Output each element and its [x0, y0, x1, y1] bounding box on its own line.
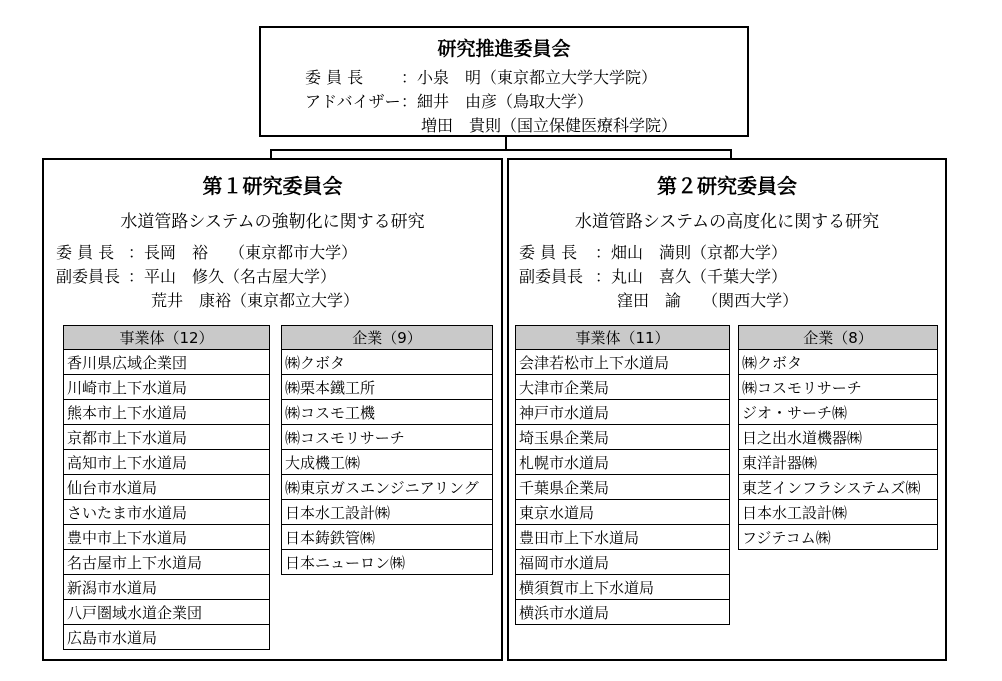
connector-top-stem — [505, 136, 507, 150]
table-row — [516, 450, 730, 475]
colon: ： — [595, 243, 612, 262]
member-name: 日本水工設計㈱ — [282, 500, 493, 525]
committee1-companies-table — [281, 325, 493, 575]
table-row — [739, 425, 938, 450]
top-advisor-1: 細井 由彦（鳥取大学） — [417, 92, 594, 111]
table-row — [739, 525, 938, 550]
table-row — [516, 525, 730, 550]
committee2-chair-row — [519, 240, 787, 263]
table-row — [282, 550, 493, 575]
member-name: 広島市水道局 — [64, 625, 270, 650]
member-name: 東京水道局 — [516, 500, 730, 525]
member-name: 大成機工㈱ — [282, 450, 493, 475]
committee1-vice-1: 平山 修久（名古屋大学） — [144, 267, 337, 286]
member-name: 大津市企業局 — [516, 375, 730, 400]
connector-horizontal — [270, 149, 732, 151]
member-name: フジテコム㈱ — [739, 525, 938, 550]
member-name: ジオ・サーチ㈱ — [739, 400, 938, 425]
member-name: 高知市上下水道局 — [64, 450, 270, 475]
table-row — [282, 350, 493, 375]
top-colon: ： — [401, 92, 418, 111]
member-name: ㈱コスモリサーチ — [282, 425, 493, 450]
committee1-vice-row-2 — [151, 288, 359, 311]
committee1-box — [42, 158, 503, 661]
top-chair-name: 小泉 明（東京都立大学大学院） — [417, 68, 658, 87]
table-row — [739, 450, 938, 475]
committee1-vice-label: 副委員長 — [56, 267, 121, 286]
member-name: 日之出水道機器㈱ — [739, 425, 938, 450]
member-name: 東芝インフラシステムズ㈱ — [739, 475, 938, 500]
member-name: ㈱クボタ — [282, 350, 493, 375]
table-row — [739, 400, 938, 425]
committee2-utilities-header: 事業体（11） — [516, 326, 730, 350]
research-promotion-committee-box — [259, 26, 749, 137]
committee1-title: 第１研究委員会 — [202, 174, 343, 198]
member-name: 豊田市上下水道局 — [516, 525, 730, 550]
committee1-utilities-table — [63, 325, 270, 650]
committee1-chair-label: 委 員 長 — [56, 243, 115, 262]
table-row — [282, 400, 493, 425]
member-name: ㈱クボタ — [739, 350, 938, 375]
member-name: ㈱東京ガスエンジニアリング — [282, 475, 493, 500]
committee1-vice-row — [56, 264, 336, 287]
table-row — [516, 550, 730, 575]
committee1-vice-2: 荒井 康裕（東京都立大学） — [151, 291, 360, 310]
table-row — [739, 375, 938, 400]
table-row — [516, 350, 730, 375]
member-name: 京都市上下水道局 — [64, 425, 270, 450]
top-advisor-row-2 — [421, 113, 677, 136]
table-row — [64, 600, 270, 625]
table-row — [516, 575, 730, 600]
member-name: 日本水工設計㈱ — [739, 500, 938, 525]
committee2-companies-table — [738, 325, 938, 550]
committee2-vice-row-2 — [617, 288, 798, 311]
member-name: 横浜市水道局 — [516, 600, 730, 625]
committee2-chair-label: 委 員 長 — [519, 243, 578, 262]
table-row — [64, 375, 270, 400]
table-row — [64, 500, 270, 525]
table-row — [516, 500, 730, 525]
top-advisor-label: アドバイザー — [305, 92, 401, 111]
committee2-vice-1: 丸山 喜久（千葉大学） — [611, 267, 788, 286]
member-name: 仙台市水道局 — [64, 475, 270, 500]
member-name: 八戸圏域水道企業団 — [64, 600, 270, 625]
top-advisor-2: 増田 貴則（国立保健医療科学院） — [421, 116, 678, 135]
committee1-subtitle: 水道管路システムの強靭化に関する研究 — [120, 212, 425, 232]
top-colon: ： — [401, 68, 418, 87]
member-name: ㈱コスモ工機 — [282, 400, 493, 425]
colon: ： — [128, 267, 145, 286]
member-name: 豊中市上下水道局 — [64, 525, 270, 550]
committee2-vice-label: 副委員長 — [519, 267, 584, 286]
table-row — [282, 375, 493, 400]
committee2-chair-name: 畑山 満則（京都大学） — [611, 243, 788, 262]
table-row — [516, 600, 730, 625]
committee1-utilities-header: 事業体（12） — [64, 326, 270, 350]
member-name: 名古屋市上下水道局 — [64, 550, 270, 575]
committee2-vice-2: 窪田 諭 （関西大学） — [617, 291, 799, 310]
member-name: 熊本市上下水道局 — [64, 400, 270, 425]
table-row — [282, 475, 493, 500]
committee1-chair-name: 長岡 裕 （東京都市大学） — [144, 243, 358, 262]
table-row — [64, 450, 270, 475]
top-chair-row — [305, 65, 657, 88]
committee2-subtitle: 水道管路システムの高度化に関する研究 — [574, 212, 880, 232]
member-name: 日本ニューロン㈱ — [282, 550, 493, 575]
committee2-vice-row — [519, 264, 787, 287]
table-row — [64, 550, 270, 575]
table-row — [516, 375, 730, 400]
member-name: ㈱栗本鐵工所 — [282, 375, 493, 400]
top-committee-title: 研究推進委員会 — [437, 38, 571, 60]
table-row — [64, 350, 270, 375]
member-name: 横須賀市上下水道局 — [516, 575, 730, 600]
table-row — [739, 500, 938, 525]
member-name: 神戸市水道局 — [516, 400, 730, 425]
table-row — [64, 625, 270, 650]
committee2-box — [507, 158, 947, 661]
committee2-companies-header: 企業（8） — [739, 326, 938, 350]
member-name: 会津若松市上下水道局 — [516, 350, 730, 375]
member-name: 札幌市水道局 — [516, 450, 730, 475]
table-row — [282, 525, 493, 550]
member-name: 香川県広域企業団 — [64, 350, 270, 375]
top-chair-label: 委 員 長 — [305, 68, 364, 87]
member-name: 千葉県企業局 — [516, 475, 730, 500]
member-name: 東洋計器㈱ — [739, 450, 938, 475]
member-name: ㈱コスモリサーチ — [739, 375, 938, 400]
committee2-title: 第２研究委員会 — [657, 174, 797, 198]
table-row — [282, 500, 493, 525]
table-row — [64, 575, 270, 600]
member-name: 川崎市上下水道局 — [64, 375, 270, 400]
member-name: 福岡市水道局 — [516, 550, 730, 575]
table-row — [282, 450, 493, 475]
member-name: さいたま市水道局 — [64, 500, 270, 525]
table-row — [739, 475, 938, 500]
committee1-companies-header: 企業（9） — [282, 326, 493, 350]
table-row — [516, 425, 730, 450]
committee2-utilities-table — [515, 325, 730, 625]
table-row — [516, 475, 730, 500]
member-name: 新潟市水道局 — [64, 575, 270, 600]
member-name: 日本鋳鉄管㈱ — [282, 525, 493, 550]
table-row — [739, 350, 938, 375]
table-row — [282, 425, 493, 450]
table-row — [64, 475, 270, 500]
table-row — [64, 425, 270, 450]
table-row — [516, 400, 730, 425]
table-row — [64, 400, 270, 425]
colon: ： — [595, 267, 612, 286]
table-row — [64, 525, 270, 550]
member-name: 埼玉県企業局 — [516, 425, 730, 450]
colon: ： — [128, 243, 145, 262]
top-advisor-row — [305, 89, 593, 112]
committee1-chair-row — [56, 240, 357, 263]
